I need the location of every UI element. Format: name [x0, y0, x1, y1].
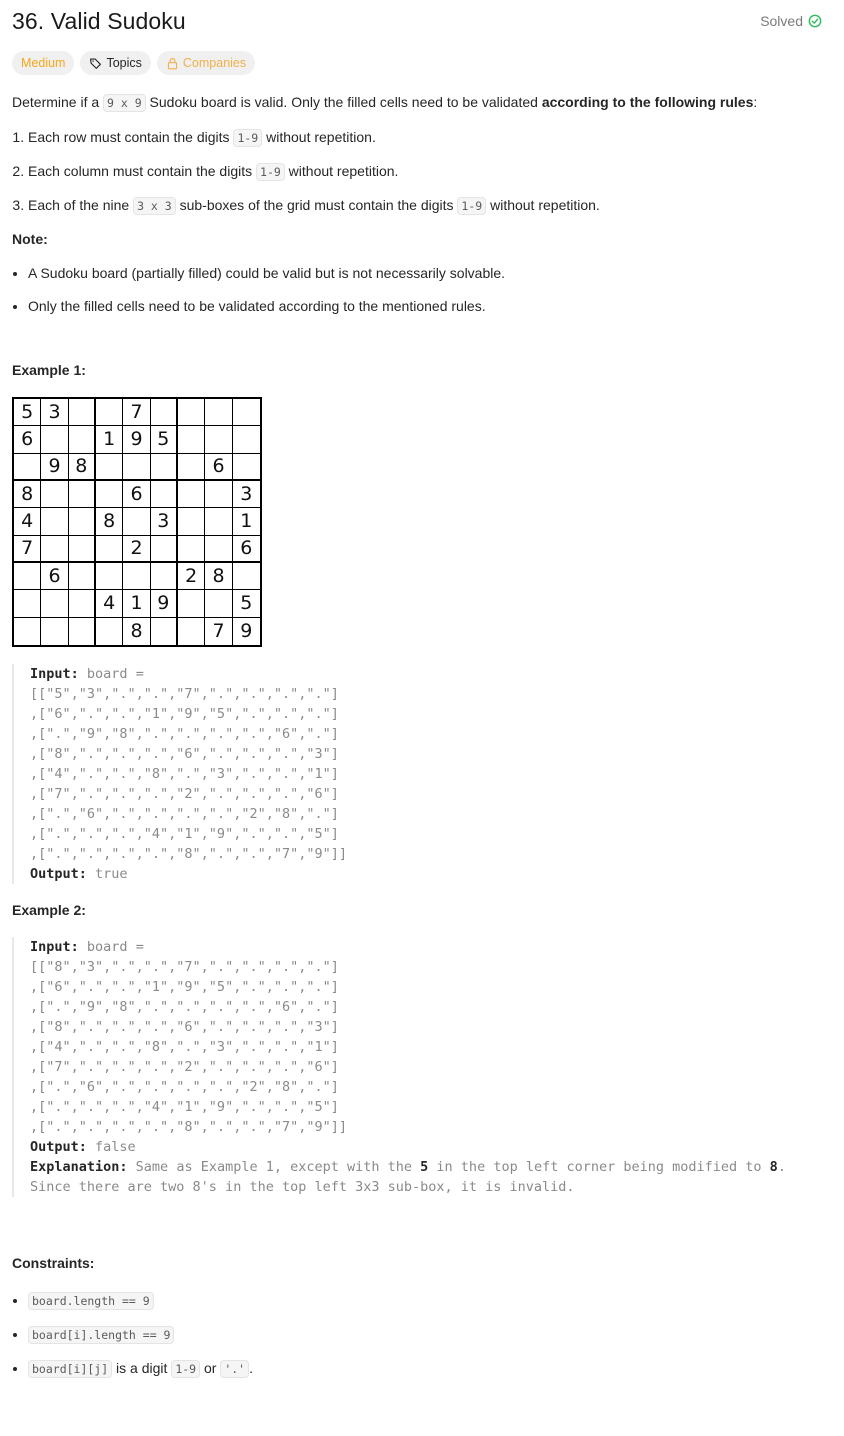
sudoku-cell: 8 [96, 508, 123, 535]
input-board-line: ,[".",".",".","4","1","9",".",".","5"] [30, 826, 339, 842]
tag-icon [89, 57, 102, 70]
sudoku-cell [233, 454, 260, 481]
title-row [12, 0, 832, 42]
check-circle-icon [808, 14, 822, 28]
sudoku-cell: 7 [205, 618, 232, 645]
sudoku-cell: 8 [69, 454, 96, 481]
inline-code: board[i].length == 9 [28, 1326, 174, 1344]
explanation-bold: 8 [769, 1159, 778, 1175]
sudoku-cell [178, 590, 205, 617]
output-line [30, 864, 832, 884]
input-board-line: ,[".",".",".",".","8",".",".","7","9"]] [30, 846, 347, 862]
input-board-line: [["5","3",".",".","7",".",".",".","."] [30, 686, 339, 702]
sudoku-cell [69, 536, 96, 563]
constraint-item [28, 1324, 832, 1345]
output-value: false [95, 1139, 136, 1155]
intro-text: Sudoku board is valid. Only the filled cells need to be validated [145, 94, 542, 110]
solved-status [760, 13, 822, 29]
rule-text: without repetition. [284, 163, 399, 179]
sudoku-cell [41, 426, 68, 453]
sudoku-cell [205, 536, 232, 563]
sudoku-cell [178, 536, 205, 563]
inline-code: board[i][j] [28, 1360, 112, 1378]
solved-label: Solved [760, 13, 803, 29]
explanation-line-2: Since there are two 8's in the top left 3x3 sub-box, it is invalid. [30, 1179, 575, 1195]
sudoku-cell [14, 454, 41, 481]
sudoku-cell [69, 508, 96, 535]
constraint-item [28, 1290, 832, 1311]
sudoku-cell [69, 481, 96, 508]
sudoku-cell: 4 [14, 508, 41, 535]
example-2-block [12, 937, 832, 1197]
sudoku-cell [205, 590, 232, 617]
sudoku-cell [123, 454, 150, 481]
input-board-line: ,["6",".",".","1","9","5",".",".","."] [30, 979, 339, 995]
sudoku-cell: 7 [123, 399, 150, 426]
sudoku-cell [41, 508, 68, 535]
input-board-line: ,["6",".",".","1","9","5",".",".","."] [30, 706, 339, 722]
output-label: Output: [30, 1139, 87, 1155]
rule-text: Each of the nine [28, 197, 134, 213]
rule-text: without repetition. [486, 197, 600, 213]
sudoku-cell [96, 618, 123, 645]
sudoku-cell [233, 563, 260, 590]
sudoku-cell [178, 399, 205, 426]
problem-intro [12, 92, 832, 113]
sudoku-cell [205, 508, 232, 535]
sudoku-cell: 9 [41, 454, 68, 481]
sudoku-cell: 7 [14, 536, 41, 563]
sudoku-cell: 1 [123, 590, 150, 617]
sudoku-cell [14, 618, 41, 645]
sudoku-cell: 6 [41, 563, 68, 590]
sudoku-cell: 5 [14, 399, 41, 426]
sudoku-cell: 8 [205, 563, 232, 590]
rules-list [12, 127, 832, 216]
inline-code: board.length == 9 [28, 1292, 154, 1310]
inline-code: 1-9 [457, 197, 486, 215]
rule-text: Each row must contain the digits [28, 129, 234, 145]
sudoku-cell [69, 399, 96, 426]
sudoku-cell [151, 618, 178, 645]
sudoku-cell [151, 454, 178, 481]
sudoku-cell: 3 [41, 399, 68, 426]
sudoku-board-image [12, 397, 262, 647]
input-label: Input: [30, 666, 79, 682]
sudoku-cell [96, 481, 123, 508]
input-board-line: ,["8",".",".",".","6",".",".",".","3"] [30, 746, 339, 762]
input-line [30, 937, 832, 957]
sudoku-cell [178, 454, 205, 481]
example-2-title: Example 2: [12, 902, 86, 918]
difficulty-badge: Medium [12, 51, 74, 75]
output-line [30, 1137, 832, 1157]
sudoku-cell: 1 [96, 426, 123, 453]
note-item: • Only the filled cells need to be validated according to the mentioned rules. [28, 296, 832, 316]
explanation-text: in the top left corner being modified to [428, 1159, 770, 1175]
sudoku-cell: 4 [96, 590, 123, 617]
sudoku-cell [14, 563, 41, 590]
sudoku-cell: 5 [151, 426, 178, 453]
explanation-label: Explanation: [30, 1159, 128, 1175]
sudoku-cell: 9 [123, 426, 150, 453]
sudoku-cell [151, 399, 178, 426]
intro-text: Determine if a [12, 94, 104, 110]
inline-code: '.' [220, 1360, 249, 1378]
input-prefix: board = [86, 666, 144, 682]
sudoku-cell [151, 563, 178, 590]
sudoku-cell [178, 618, 205, 645]
sudoku-cell: 9 [240, 619, 253, 642]
sudoku-cell [233, 426, 260, 453]
note-list [12, 263, 832, 316]
sudoku-cell [178, 426, 205, 453]
input-board-line: ,["4",".",".","8",".","3",".",".","1"] [30, 1039, 339, 1055]
rule-text: Each column must contain the digits [28, 163, 257, 179]
topics-button[interactable] [80, 51, 150, 75]
input-board-line: ,[".","6",".",".",".",".","2","8","."] [30, 806, 339, 822]
input-board-line: ,[".","9","8",".",".",".",".","6","."] [30, 726, 339, 742]
sudoku-cell [96, 399, 123, 426]
output-label: Output: [30, 866, 87, 882]
rule-text: without repetition. [262, 129, 376, 145]
explanation-bold: 5 [420, 1159, 429, 1175]
sudoku-cell [69, 563, 96, 590]
sudoku-cell [41, 590, 68, 617]
inline-code: 9 x 9 [103, 94, 146, 112]
sudoku-cell [96, 454, 123, 481]
sudoku-cell: 6 [123, 481, 150, 508]
input-board-line: ,[".","6",".",".",".",".","2","8","."] [30, 1079, 339, 1095]
example-1-block [12, 664, 832, 884]
input-board-line: [["8","3",".",".","7",".",".",".","."] [30, 959, 339, 975]
sudoku-cell [205, 399, 232, 426]
sudoku-cell: 2 [123, 536, 150, 563]
sudoku-cell [69, 426, 96, 453]
input-prefix: board = [86, 939, 144, 955]
sudoku-cell: 3 [151, 508, 178, 535]
sudoku-cell [178, 481, 205, 508]
inline-code: 3 x 3 [133, 197, 176, 215]
sudoku-cell: 8 [123, 618, 150, 645]
rule-item [28, 127, 832, 148]
constraint-text: . [249, 1360, 253, 1376]
output-value: true [95, 866, 128, 882]
sudoku-cell: 1 [233, 508, 260, 535]
sudoku-cell [178, 508, 205, 535]
rule-item [28, 161, 832, 182]
explanation-text: Same as Example 1, except with the [127, 1159, 421, 1175]
sudoku-cell [69, 590, 96, 617]
input-board-line: ,[".",".",".",".","8",".",".","7","9"]] [30, 1119, 347, 1135]
sudoku-cell [205, 481, 232, 508]
input-board-line: ,["7",".",".",".","2",".",".",".","6"] [30, 786, 339, 802]
companies-button[interactable] [157, 51, 255, 75]
sudoku-cell: 6 [233, 536, 260, 563]
sudoku-cell [96, 536, 123, 563]
problem-title[interactable]: 36. Valid Sudoku [12, 7, 186, 34]
sudoku-cell: 6 [14, 426, 41, 453]
rule-text: sub-boxes of the grid must contain the digits [175, 197, 458, 213]
intro-bold: according to the following rules [541, 94, 754, 110]
sudoku-cell [123, 508, 150, 535]
note-title: Note: [12, 231, 48, 247]
explanation-line [30, 1157, 832, 1177]
constraints-title: Constraints: [12, 1255, 95, 1271]
sudoku-cell: 2 [178, 563, 205, 590]
input-label: Input: [30, 939, 79, 955]
intro-text: : [753, 94, 758, 110]
example-1-title: Example 1: [12, 362, 86, 378]
inline-code: 1-9 [256, 163, 285, 181]
input-board-line: ,["4",".",".","8",".","3",".",".","1"] [30, 766, 339, 782]
input-line [30, 664, 832, 684]
rule-item [28, 195, 832, 216]
sudoku-cell [151, 536, 178, 563]
sudoku-cell [14, 590, 41, 617]
sudoku-cell [151, 481, 178, 508]
sudoku-cell: 5 [233, 590, 260, 617]
input-board-line: ,["8",".",".",".","6",".",".",".","3"] [30, 1019, 339, 1035]
sudoku-cell [41, 536, 68, 563]
sudoku-cell: 9 [151, 590, 178, 617]
lock-icon [166, 57, 179, 70]
input-board-line: ,[".","9","8",".",".",".",".","6","."] [30, 999, 339, 1015]
topics-label: Topics [106, 56, 142, 70]
constraints-list [12, 1290, 832, 1379]
input-board-line: ,[".",".",".","4","1","9",".",".","5"] [30, 1099, 339, 1115]
sudoku-cell: 8 [14, 481, 41, 508]
companies-label: Companies [182, 56, 247, 70]
inline-code: 1-9 [171, 1360, 200, 1378]
sudoku-cell [96, 563, 123, 590]
input-board-line: ,["7",".",".",".","2",".",".",".","6"] [30, 1059, 339, 1075]
constraint-text: is a digit [112, 1360, 172, 1376]
note-item: • A Sudoku board (partially filled) could be valid but is not necessarily solvable. [28, 263, 832, 283]
constraint-text: or [200, 1360, 221, 1376]
inline-code: 1-9 [233, 129, 262, 147]
sudoku-cell [233, 399, 260, 426]
sudoku-cell [123, 563, 150, 590]
sudoku-cell [205, 426, 232, 453]
constraint-item [28, 1358, 832, 1379]
sudoku-cell [69, 618, 96, 645]
sudoku-cell: 6 [205, 454, 232, 481]
tag-row [12, 51, 832, 75]
sudoku-cell [41, 618, 68, 645]
sudoku-cell [41, 481, 68, 508]
explanation-text: . [777, 1159, 786, 1175]
sudoku-cell: 3 [233, 481, 260, 508]
